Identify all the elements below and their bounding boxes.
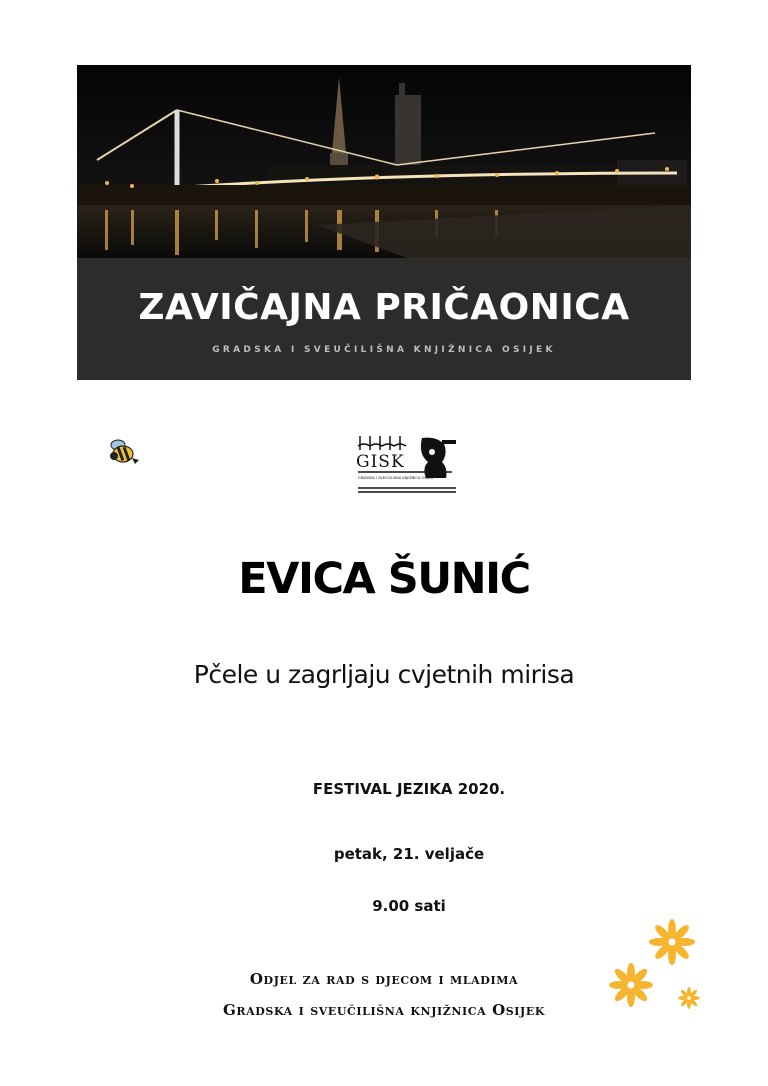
organizer-department: Odjel za rad s djecom i mladima: [249, 970, 519, 988]
logo-text: GISK: [356, 452, 405, 472]
event-time: 9.00 sati: [372, 897, 446, 915]
flower-icon: [648, 918, 696, 970]
gisk-logo: [356, 432, 460, 496]
logo-small-text: GRADSKA I SVEUČILIŠNA KNJIŽNICA OSIJEK: [358, 476, 433, 480]
night-bridge-photo: [77, 65, 691, 258]
header-banner: [77, 65, 691, 380]
organizer-library: Gradska i sveučilišna knjižnica Osijek: [222, 1001, 545, 1019]
bee-icon: [106, 436, 144, 472]
book-title: Pčele u zagrljaju cvjetnih mirisa: [193, 660, 575, 689]
author-name: EVICA ŠUNIĆ: [238, 554, 530, 604]
event-date: petak, 21. veljače: [333, 845, 485, 863]
banner-title: ZAVIČAJNA PRIČAONICA: [138, 287, 630, 328]
festival-label: FESTIVAL JEZIKA 2020.: [312, 780, 506, 798]
banner-subtitle: GRADSKA I SVEUČILIŠNA KNJIŽNICA OSIJEK: [212, 345, 556, 355]
